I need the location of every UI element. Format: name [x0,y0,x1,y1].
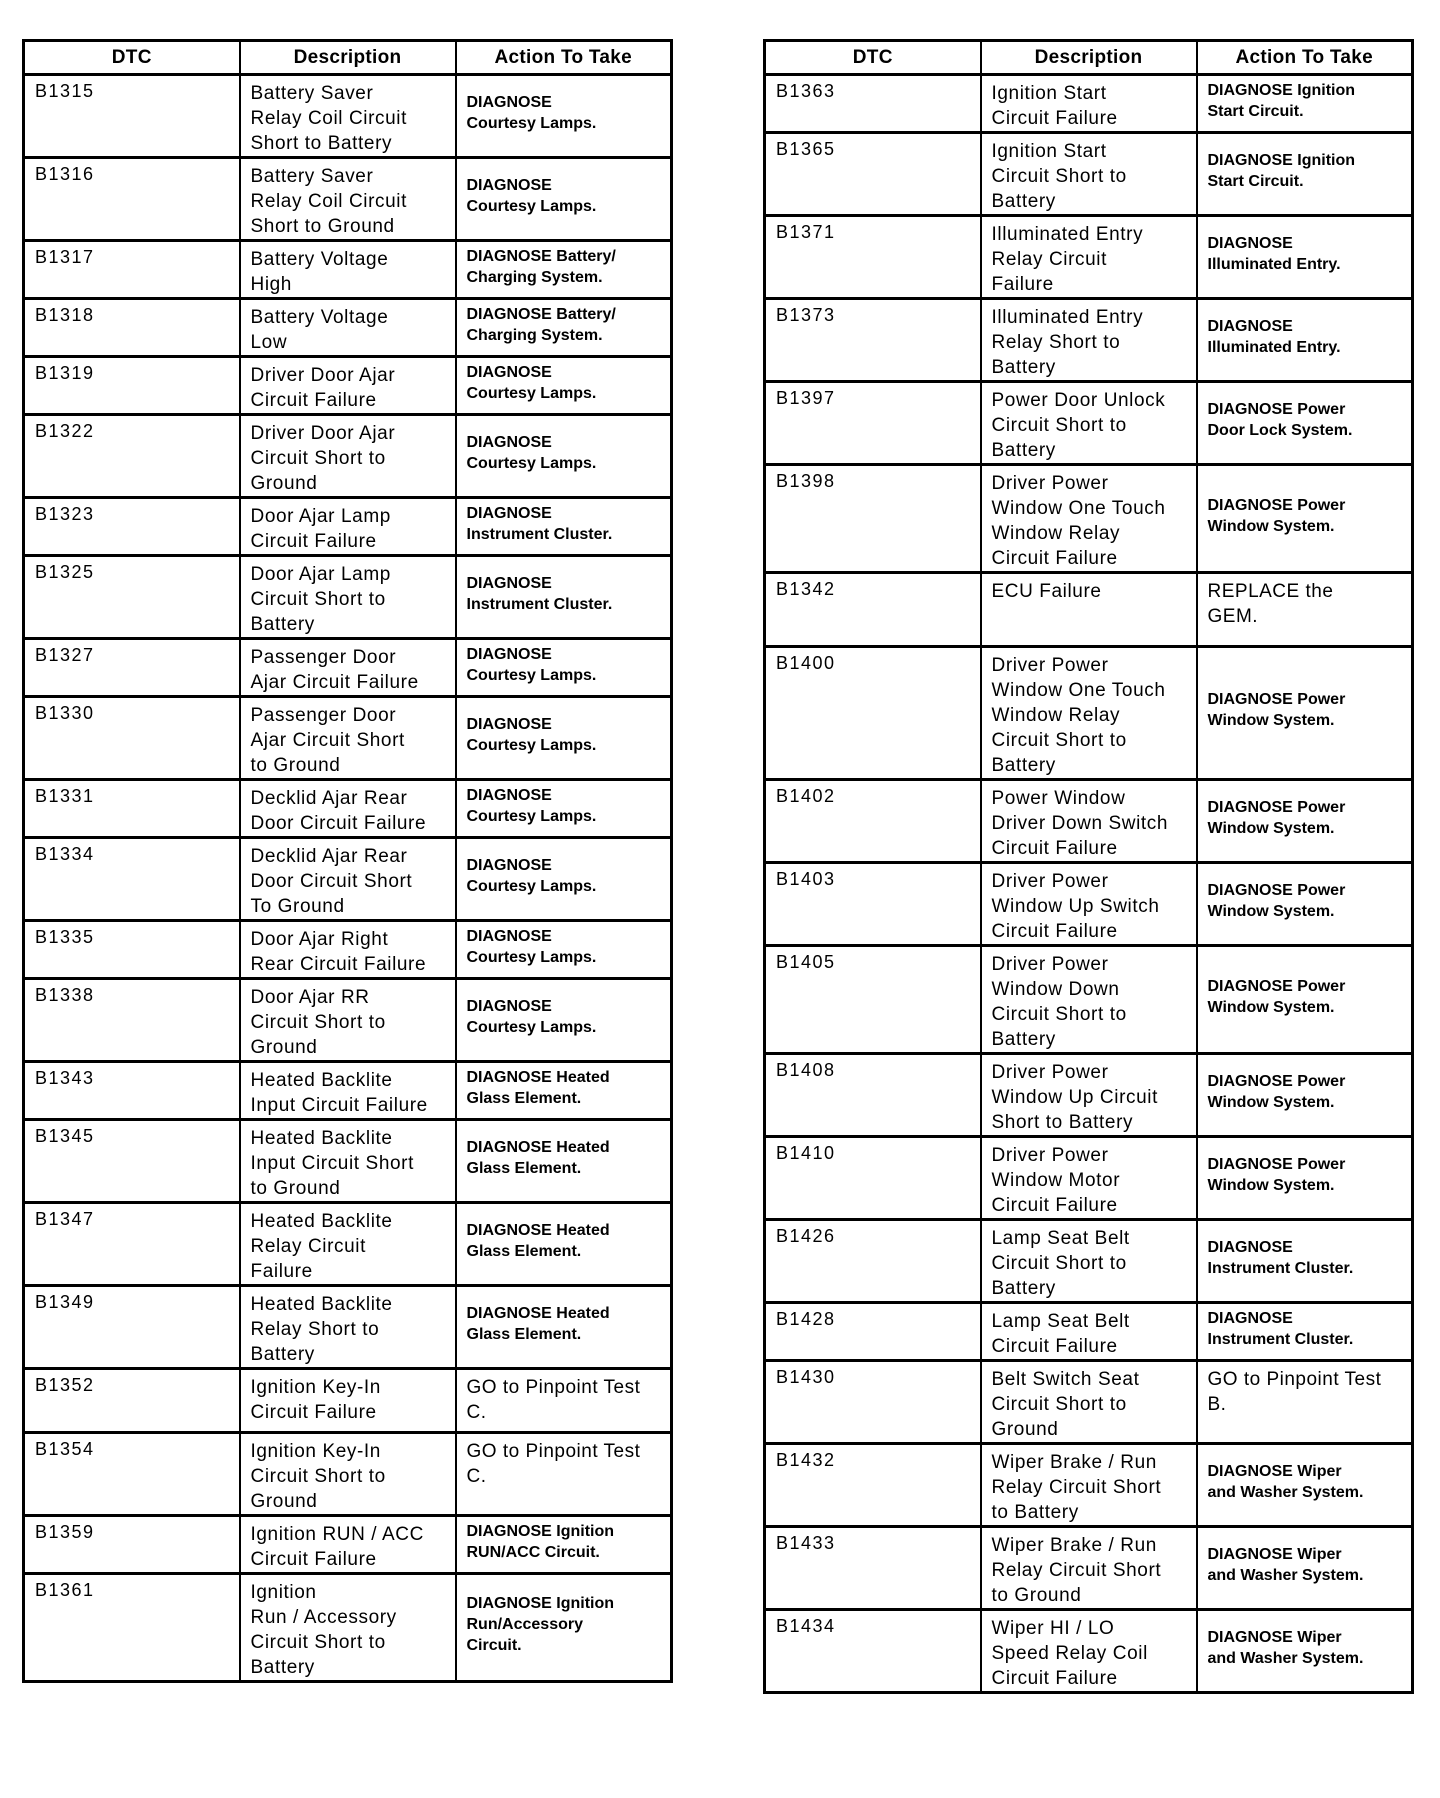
table-row [24,838,672,921]
dtc-action: DIAGNOSE Ignition RUN/ACC Circuit. [456,1516,672,1574]
dtc-description: ECU Failure [981,573,1197,647]
dtc-description: Driver Power Window One Touch Window Relay Circuit Short to Battery [981,647,1197,780]
table-row [24,158,672,241]
dtc-description: Heated Backlite Input Circuit Failure [240,1062,456,1120]
dtc-description: Driver Power Window One Touch Window Relay Circuit Failure [981,465,1197,573]
dtc-description: Ignition Key-In Circuit Short to Ground [240,1433,456,1516]
table-row [765,216,1413,299]
dtc-description: Battery Voltage Low [240,299,456,357]
dtc-code: B1319 [24,357,240,415]
table-row [765,382,1413,465]
table-row [24,697,672,780]
table-row [24,780,672,838]
dtc-description: Ignition RUN / ACC Circuit Failure [240,1516,456,1574]
table-header-row [24,41,672,75]
dtc-action: DIAGNOSE Power Window System. [1197,1054,1413,1137]
dtc-action: REPLACE the GEM. [1197,573,1413,647]
dtc-code: B1347 [24,1203,240,1286]
dtc-description: Driver Power Window Motor Circuit Failure [981,1137,1197,1220]
dtc-description: Passenger Door Ajar Circuit Short to Ground [240,697,456,780]
table-row [24,1203,672,1286]
action-column-header: Action To Take [1197,41,1413,75]
dtc-description: Battery Saver Relay Coil Circuit Short to Battery [240,75,456,158]
dtc-code: B1359 [24,1516,240,1574]
dtc-action: DIAGNOSE Power Door Lock System. [1197,382,1413,465]
table-row [765,1054,1413,1137]
dtc-column-header: DTC [24,41,240,75]
dtc-description: Driver Power Window Up Circuit Short to Battery [981,1054,1197,1137]
dtc-action: DIAGNOSE Courtesy Lamps. [456,697,672,780]
dtc-action: DIAGNOSE Power Window System. [1197,946,1413,1054]
table-row [24,1516,672,1574]
dtc-description: Lamp Seat Belt Circuit Short to Battery [981,1220,1197,1303]
table-row [765,863,1413,946]
table-row [24,556,672,639]
dtc-description: Wiper HI / LO Speed Relay Coil Circuit Failure [981,1610,1197,1693]
dtc-code: B1408 [765,1054,981,1137]
table-row [765,573,1413,647]
dtc-code: B1325 [24,556,240,639]
table-row [765,133,1413,216]
dtc-description: Heated Backlite Relay Short to Battery [240,1286,456,1369]
dtc-code: B1373 [765,299,981,382]
dtc-code: B1426 [765,1220,981,1303]
table-row [765,1220,1413,1303]
dtc-description: Wiper Brake / Run Relay Circuit Short to Ground [981,1527,1197,1610]
dtc-description: Door Ajar Lamp Circuit Failure [240,498,456,556]
table-row [765,75,1413,133]
dtc-description: Ignition Key-In Circuit Failure [240,1369,456,1433]
dtc-action: DIAGNOSE Battery/ Charging System. [456,299,672,357]
dtc-code: B1330 [24,697,240,780]
dtc-description: Door Ajar Lamp Circuit Short to Battery [240,556,456,639]
table-row [24,357,672,415]
dtc-code: B1430 [765,1361,981,1444]
dtc-description: Ignition Start Circuit Short to Battery [981,133,1197,216]
dtc-code: B1352 [24,1369,240,1433]
dtc-code: B1322 [24,415,240,498]
dtc-code: B1331 [24,780,240,838]
dtc-code: B1397 [765,382,981,465]
dtc-code: B1343 [24,1062,240,1120]
dtc-code: B1400 [765,647,981,780]
dtc-code: B1338 [24,979,240,1062]
dtc-code: B1317 [24,241,240,299]
dtc-action: DIAGNOSE Instrument Cluster. [1197,1303,1413,1361]
dtc-action: DIAGNOSE Power Window System. [1197,465,1413,573]
dtc-action: GO to Pinpoint Test C. [456,1433,672,1516]
dtc-code: B1315 [24,75,240,158]
dtc-code: B1354 [24,1433,240,1516]
table-row [765,780,1413,863]
dtc-description: Driver Door Ajar Circuit Short to Ground [240,415,456,498]
table-row [765,1361,1413,1444]
dtc-description: Driver Power Window Down Circuit Short to Battery [981,946,1197,1054]
dtc-code: B1334 [24,838,240,921]
table-row [24,1062,672,1120]
table-row [24,241,672,299]
dtc-code: B1323 [24,498,240,556]
dtc-description: Battery Saver Relay Coil Circuit Short to Ground [240,158,456,241]
dtc-code: B1345 [24,1120,240,1203]
dtc-code: B1405 [765,946,981,1054]
table-row [765,946,1413,1054]
dtc-description: Heated Backlite Input Circuit Short to Ground [240,1120,456,1203]
dtc-code: B1318 [24,299,240,357]
dtc-action: DIAGNOSE Courtesy Lamps. [456,921,672,979]
dtc-action: DIAGNOSE Instrument Cluster. [456,498,672,556]
table-row [765,299,1413,382]
dtc-code: B1410 [765,1137,981,1220]
dtc-code: B1432 [765,1444,981,1527]
dtc-action: DIAGNOSE Ignition Start Circuit. [1197,133,1413,216]
table-row [24,639,672,697]
dtc-code: B1434 [765,1610,981,1693]
dtc-action: DIAGNOSE Illuminated Entry. [1197,299,1413,382]
dtc-action: DIAGNOSE Battery/ Charging System. [456,241,672,299]
dtc-action: DIAGNOSE Heated Glass Element. [456,1203,672,1286]
dtc-action: DIAGNOSE Heated Glass Element. [456,1120,672,1203]
dtc-description: Decklid Ajar Rear Door Circuit Short To Ground [240,838,456,921]
dtc-code: B1363 [765,75,981,133]
dtc-description: Belt Switch Seat Circuit Short to Ground [981,1361,1197,1444]
table-row [765,1610,1413,1693]
table-row [24,1433,672,1516]
dtc-code: B1402 [765,780,981,863]
table-row [765,465,1413,573]
table-row [24,1120,672,1203]
dtc-description: Battery Voltage High [240,241,456,299]
dtc-description: Driver Power Window Up Switch Circuit Failure [981,863,1197,946]
dtc-action: DIAGNOSE Courtesy Lamps. [456,415,672,498]
dtc-action: DIAGNOSE Wiper and Washer System. [1197,1527,1413,1610]
dtc-table-left [22,39,673,1683]
dtc-code: B1403 [765,863,981,946]
dtc-action: DIAGNOSE Power Window System. [1197,1137,1413,1220]
dtc-action: DIAGNOSE Heated Glass Element. [456,1062,672,1120]
dtc-action: DIAGNOSE Heated Glass Element. [456,1286,672,1369]
dtc-description: Ignition Start Circuit Failure [981,75,1197,133]
dtc-code: B1365 [765,133,981,216]
dtc-description: Power Window Driver Down Switch Circuit Failure [981,780,1197,863]
table-header-row [765,41,1413,75]
dtc-description: Illuminated Entry Relay Circuit Failure [981,216,1197,299]
table-row [765,1527,1413,1610]
dtc-description: Door Ajar RR Circuit Short to Ground [240,979,456,1062]
table-row [765,647,1413,780]
dtc-table-right [763,39,1414,1694]
dtc-action: DIAGNOSE Ignition Run/Accessory Circuit. [456,1574,672,1682]
dtc-code: B1371 [765,216,981,299]
dtc-action: DIAGNOSE Courtesy Lamps. [456,158,672,241]
dtc-code: B1316 [24,158,240,241]
table-row [765,1303,1413,1361]
dtc-code: B1398 [765,465,981,573]
description-column-header: Description [240,41,456,75]
dtc-description: Ignition Run / Accessory Circuit Short to Battery [240,1574,456,1682]
dtc-description: Driver Door Ajar Circuit Failure [240,357,456,415]
dtc-code: B1342 [765,573,981,647]
dtc-action: DIAGNOSE Courtesy Lamps. [456,639,672,697]
dtc-code: B1335 [24,921,240,979]
dtc-action: DIAGNOSE Courtesy Lamps. [456,780,672,838]
dtc-action: GO to Pinpoint Test C. [456,1369,672,1433]
dtc-description: Lamp Seat Belt Circuit Failure [981,1303,1197,1361]
dtc-action: DIAGNOSE Ignition Start Circuit. [1197,75,1413,133]
dtc-action: DIAGNOSE Wiper and Washer System. [1197,1444,1413,1527]
table-body [24,75,672,1682]
action-column-header: Action To Take [456,41,672,75]
table-row [24,979,672,1062]
dtc-action: DIAGNOSE Courtesy Lamps. [456,75,672,158]
dtc-description: Door Ajar Right Rear Circuit Failure [240,921,456,979]
dtc-action: DIAGNOSE Power Window System. [1197,863,1413,946]
table-row [24,1369,672,1433]
table-body [765,75,1413,1693]
dtc-action: DIAGNOSE Power Window System. [1197,647,1413,780]
table-row [24,1574,672,1682]
dtc-description: Heated Backlite Relay Circuit Failure [240,1203,456,1286]
table-row [24,498,672,556]
dtc-action: DIAGNOSE Instrument Cluster. [1197,1220,1413,1303]
dtc-description: Passenger Door Ajar Circuit Failure [240,639,456,697]
table-row [765,1444,1413,1527]
dtc-code: B1349 [24,1286,240,1369]
table-row [24,1286,672,1369]
dtc-action: DIAGNOSE Wiper and Washer System. [1197,1610,1413,1693]
dtc-code: B1428 [765,1303,981,1361]
dtc-column-header: DTC [765,41,981,75]
dtc-action: DIAGNOSE Courtesy Lamps. [456,979,672,1062]
dtc-action: DIAGNOSE Instrument Cluster. [456,556,672,639]
dtc-action: DIAGNOSE Illuminated Entry. [1197,216,1413,299]
dtc-code: B1433 [765,1527,981,1610]
dtc-action: DIAGNOSE Courtesy Lamps. [456,838,672,921]
dtc-code: B1361 [24,1574,240,1682]
dtc-description: Wiper Brake / Run Relay Circuit Short to Battery [981,1444,1197,1527]
dtc-action: DIAGNOSE Courtesy Lamps. [456,357,672,415]
table-row [24,299,672,357]
dtc-action: GO to Pinpoint Test B. [1197,1361,1413,1444]
dtc-description: Illuminated Entry Relay Short to Battery [981,299,1197,382]
table-row [24,75,672,158]
dtc-action: DIAGNOSE Power Window System. [1197,780,1413,863]
dtc-code: B1327 [24,639,240,697]
description-column-header: Description [981,41,1197,75]
table-row [24,415,672,498]
dtc-description: Power Door Unlock Circuit Short to Battery [981,382,1197,465]
table-row [765,1137,1413,1220]
table-row [24,921,672,979]
dtc-description: Decklid Ajar Rear Door Circuit Failure [240,780,456,838]
